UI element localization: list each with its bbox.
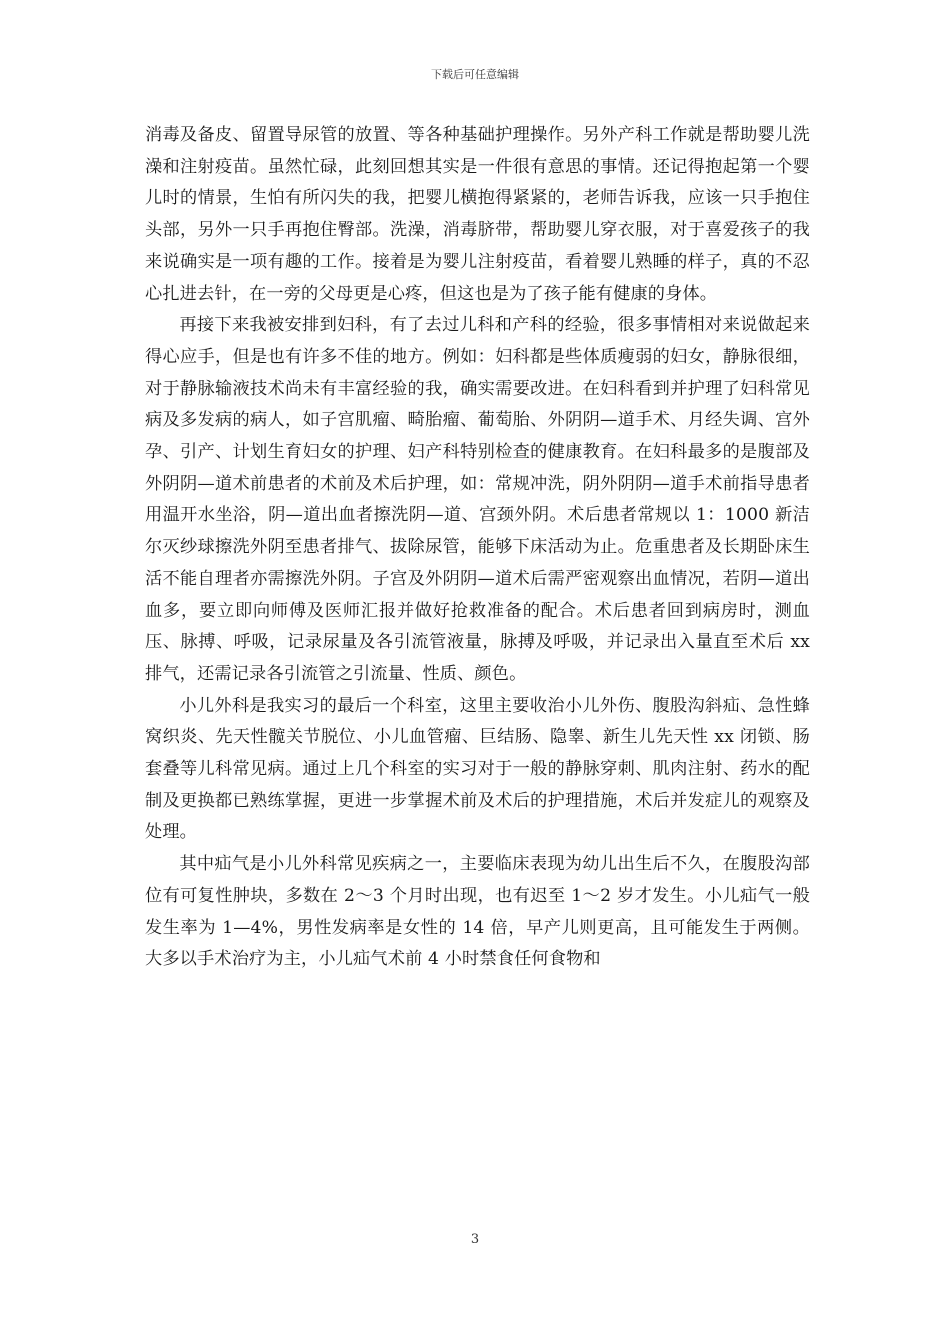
paragraph-4: 其中疝气是小儿外科常见疾病之一，主要临床表现为幼儿出生后不久，在腹股沟部位有可复性肿块，多数在 2～3 个月时出现，也有迟至 1～2 岁才发生。小儿疝气一般发生率为 1—4%，男性发病率是女性的 14 倍，早产儿则更高，且可能发生于两侧。大多以手术治疗为主，小儿疝气术前 4 小时禁食任何食物和 [145, 854, 810, 970]
paragraph-2: 再接下来我被安排到妇科，有了去过儿科和产科的经验，很多事情相对来说做起来得心应手，但是也有许多不佳的地方。例如：妇科都是些体质瘦弱的妇女，静脉很细，对于静脉输液技术尚未有丰富经验的我，确实需要改进。在妇科看到并护理了妇科常见病及多发病的病人，如子宫肌瘤、畸胎瘤、葡萄胎、外阴阴—道手术、月经失调、宫外孕、引产、计划生育妇女的护理、妇产科特别检查的健康教育。在妇科最多的是腹部及外阴阴—道术前患者的术前及术后护理，如：常规冲洗，阴外阴阴—道手术前指导患者用温开水坐浴，阴—道出血者擦洗阴—道、宫颈外阴。术后患者常规以 1：1000 新洁尔灭纱球擦洗外阴至患者排气、拔除尿管，能够下床活动为止。危重患者及长期卧床生活不能自理者亦需擦洗外阴。子宫及外阴阴—道术后需严密观察出血情况，若阴—道出血多，要立即向师傅及医师汇报并做好抢救准备的配合。术后患者回到病房时，测血压、脉搏、呼吸，记录尿量及各引流管液量，脉搏及呼吸，并记录出入量直至术后 xx 排气，还需记录各引流管之引流量、性质、颜色。 [145, 315, 810, 684]
page-number: 3 [470, 1232, 480, 1247]
paragraph-3: 小儿外科是我实习的最后一个科室，这里主要收治小儿外伤、腹股沟斜疝、急性蜂窝织炎、先天性髋关节脱位、小儿血管瘤、巨结肠、隐睾、新生儿先天性 xx 闭锁、肠套叠等儿科常见病。通过上几个科室的实习对于一般的静脉穿刺、肌肉注射、药水的配制及更换都已熟练掌握，更进一步掌握术前及术后的护理措施，术后并发症儿的观察及处理。 [145, 695, 810, 843]
page-header: 下载后可任意编辑 [431, 68, 519, 81]
document-body [145, 120, 810, 976]
paragraph-1: 消毒及备皮、留置导尿管的放置、等各种基础护理操作。另外产科工作就是帮助婴儿洗澡和注射疫苗。虽然忙碌，此刻回想其实是一件很有意思的事情。还记得抱起第一个婴儿时的情景，生怕有所闪失的我，把婴儿横抱得紧紧的，老师告诉我，应该一只手抱住头部，另外一只手再抱住臀部。洗澡，消毒脐带，帮助婴儿穿衣服，对于喜爱孩子的我来说确实是一项有趣的工作。接着是为婴儿注射疫苗，看着婴儿熟睡的样子，真的不忍心扎进去针，在一旁的父母更是心疼，但这也是为了孩子能有健康的身体。 [145, 125, 810, 304]
